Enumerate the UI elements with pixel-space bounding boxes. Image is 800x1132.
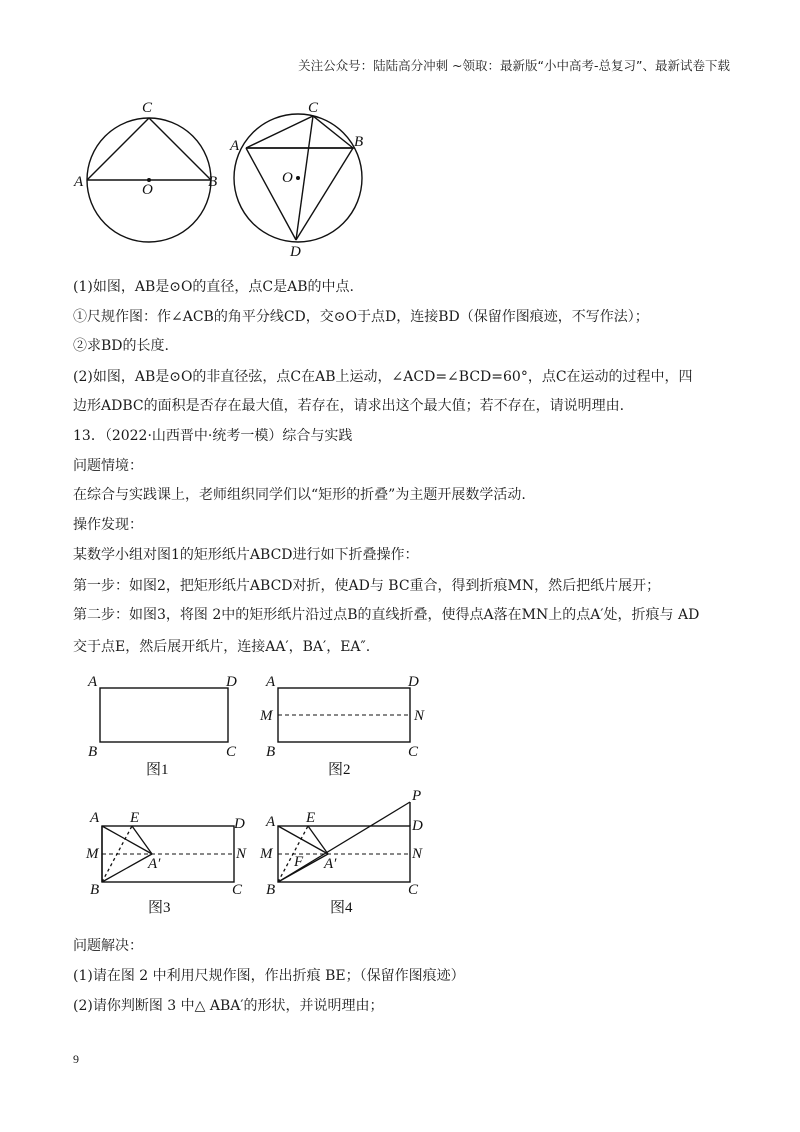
q13-step2: 第二步：如图3，将图 2中的矩形纸片沿过点B的直线折叠，使得点A落在MN上的点A′处，折痕与 AD <box>73 607 700 623</box>
label-C: C <box>308 100 319 116</box>
label-M: M <box>86 846 99 862</box>
label-C: C <box>408 882 419 898</box>
label-E: E <box>130 810 140 826</box>
label-D: D <box>234 816 245 832</box>
label-B: B <box>266 882 276 898</box>
label-N: N <box>236 846 247 862</box>
q12-part1: (1)如图，AB是⊙O的直径，点C是AB的中点. <box>73 279 354 295</box>
label-B: B <box>90 882 100 898</box>
label-D: D <box>412 818 423 834</box>
label-A: A <box>74 174 84 190</box>
label-O: O <box>282 170 293 186</box>
rect-figure-1 <box>84 670 254 784</box>
label-A: A <box>90 810 100 826</box>
q12-part2b: 边形ADBC的面积是否存在最大值，若存在，请求出这个最大值；若不存在，请说明理由. <box>73 398 625 414</box>
label-B: B <box>88 744 98 760</box>
q13-title: 13．（2022·山西晋中·统考一模）综合与实践 <box>73 428 353 444</box>
label-B: B <box>266 744 276 760</box>
q12-part1a: ①尺规作图：作∠ACB的角平分线CD，交⊙O于点D，连接BD（保留作图痕迹，不写作法）； <box>73 309 649 325</box>
label-B: B <box>208 174 218 190</box>
label-C: C <box>226 744 237 760</box>
q12-part1b: ②求BD的长度. <box>73 338 169 354</box>
label-M: M <box>260 846 273 862</box>
label-D: D <box>226 674 237 690</box>
label-N: N <box>412 846 423 862</box>
label-D: D <box>408 674 419 690</box>
label-M: M <box>260 708 273 724</box>
rect-figure-4 <box>258 780 438 924</box>
rect-figure-3 <box>84 806 259 920</box>
caption-fig1: 图1 <box>146 762 169 778</box>
label-O: O <box>142 182 153 198</box>
page-number: 9 <box>73 1052 79 1066</box>
label-A-prime: A′ <box>148 856 161 872</box>
label-P: P <box>412 788 422 804</box>
circle-figure-right <box>228 98 368 262</box>
caption-fig4: 图4 <box>330 900 353 916</box>
q13-situation: 在综合与实践课上，老师组织同学们以“矩形的折叠”为主题开展数学活动. <box>73 487 526 503</box>
q13-situation-label: 问题情境： <box>73 458 143 474</box>
label-A-prime: A′ <box>324 856 337 872</box>
q13-solve-2: (2)请你判断图 3 中△ ABA′的形状，并说明理由； <box>73 998 384 1014</box>
q13-solve-label: 问题解决： <box>73 938 143 954</box>
label-N: N <box>414 708 425 724</box>
label-C: C <box>142 100 153 116</box>
label-B: B <box>354 134 364 150</box>
label-A: A <box>266 814 276 830</box>
label-A: A <box>88 674 98 690</box>
q13-step2b: 交于点E，然后展开纸片，连接AA′，BA′，EA″. <box>73 639 371 655</box>
label-C: C <box>232 882 243 898</box>
q13-step1: 第一步：如图2，把矩形纸片ABCD对折，使AD与 BC重合，得到折痕MN，然后把纸片展开； <box>73 578 661 594</box>
caption-fig2: 图2 <box>328 762 351 778</box>
q13-op1: 某数学小组对图1的矩形纸片ABCD进行如下折叠操作： <box>73 547 419 563</box>
label-A: A <box>230 138 240 154</box>
q12-part2: (2)如图，AB是⊙O的非直径弦，点C在AB上运动，∠ACD=∠BCD=60°，点C在运动的过程中，四 <box>73 369 693 385</box>
circle-figure-left <box>70 96 230 260</box>
label-C: C <box>408 744 419 760</box>
label-F: F <box>294 854 304 870</box>
label-E: E <box>306 810 316 826</box>
page-header: 关注公众号：陆陆高分冲刺 ~领取：最新版“小中高考-总复习”、最新试卷下载 <box>298 58 730 73</box>
rect-figure-2 <box>258 670 438 784</box>
label-D: D <box>290 244 301 258</box>
caption-fig3: 图3 <box>148 900 171 916</box>
label-A: A <box>266 674 276 690</box>
q13-solve-1: (1)请在图 2 中利用尺规作图，作出折痕 BE；（保留作图痕迹） <box>73 968 465 984</box>
q13-op-label: 操作发现： <box>73 517 143 533</box>
